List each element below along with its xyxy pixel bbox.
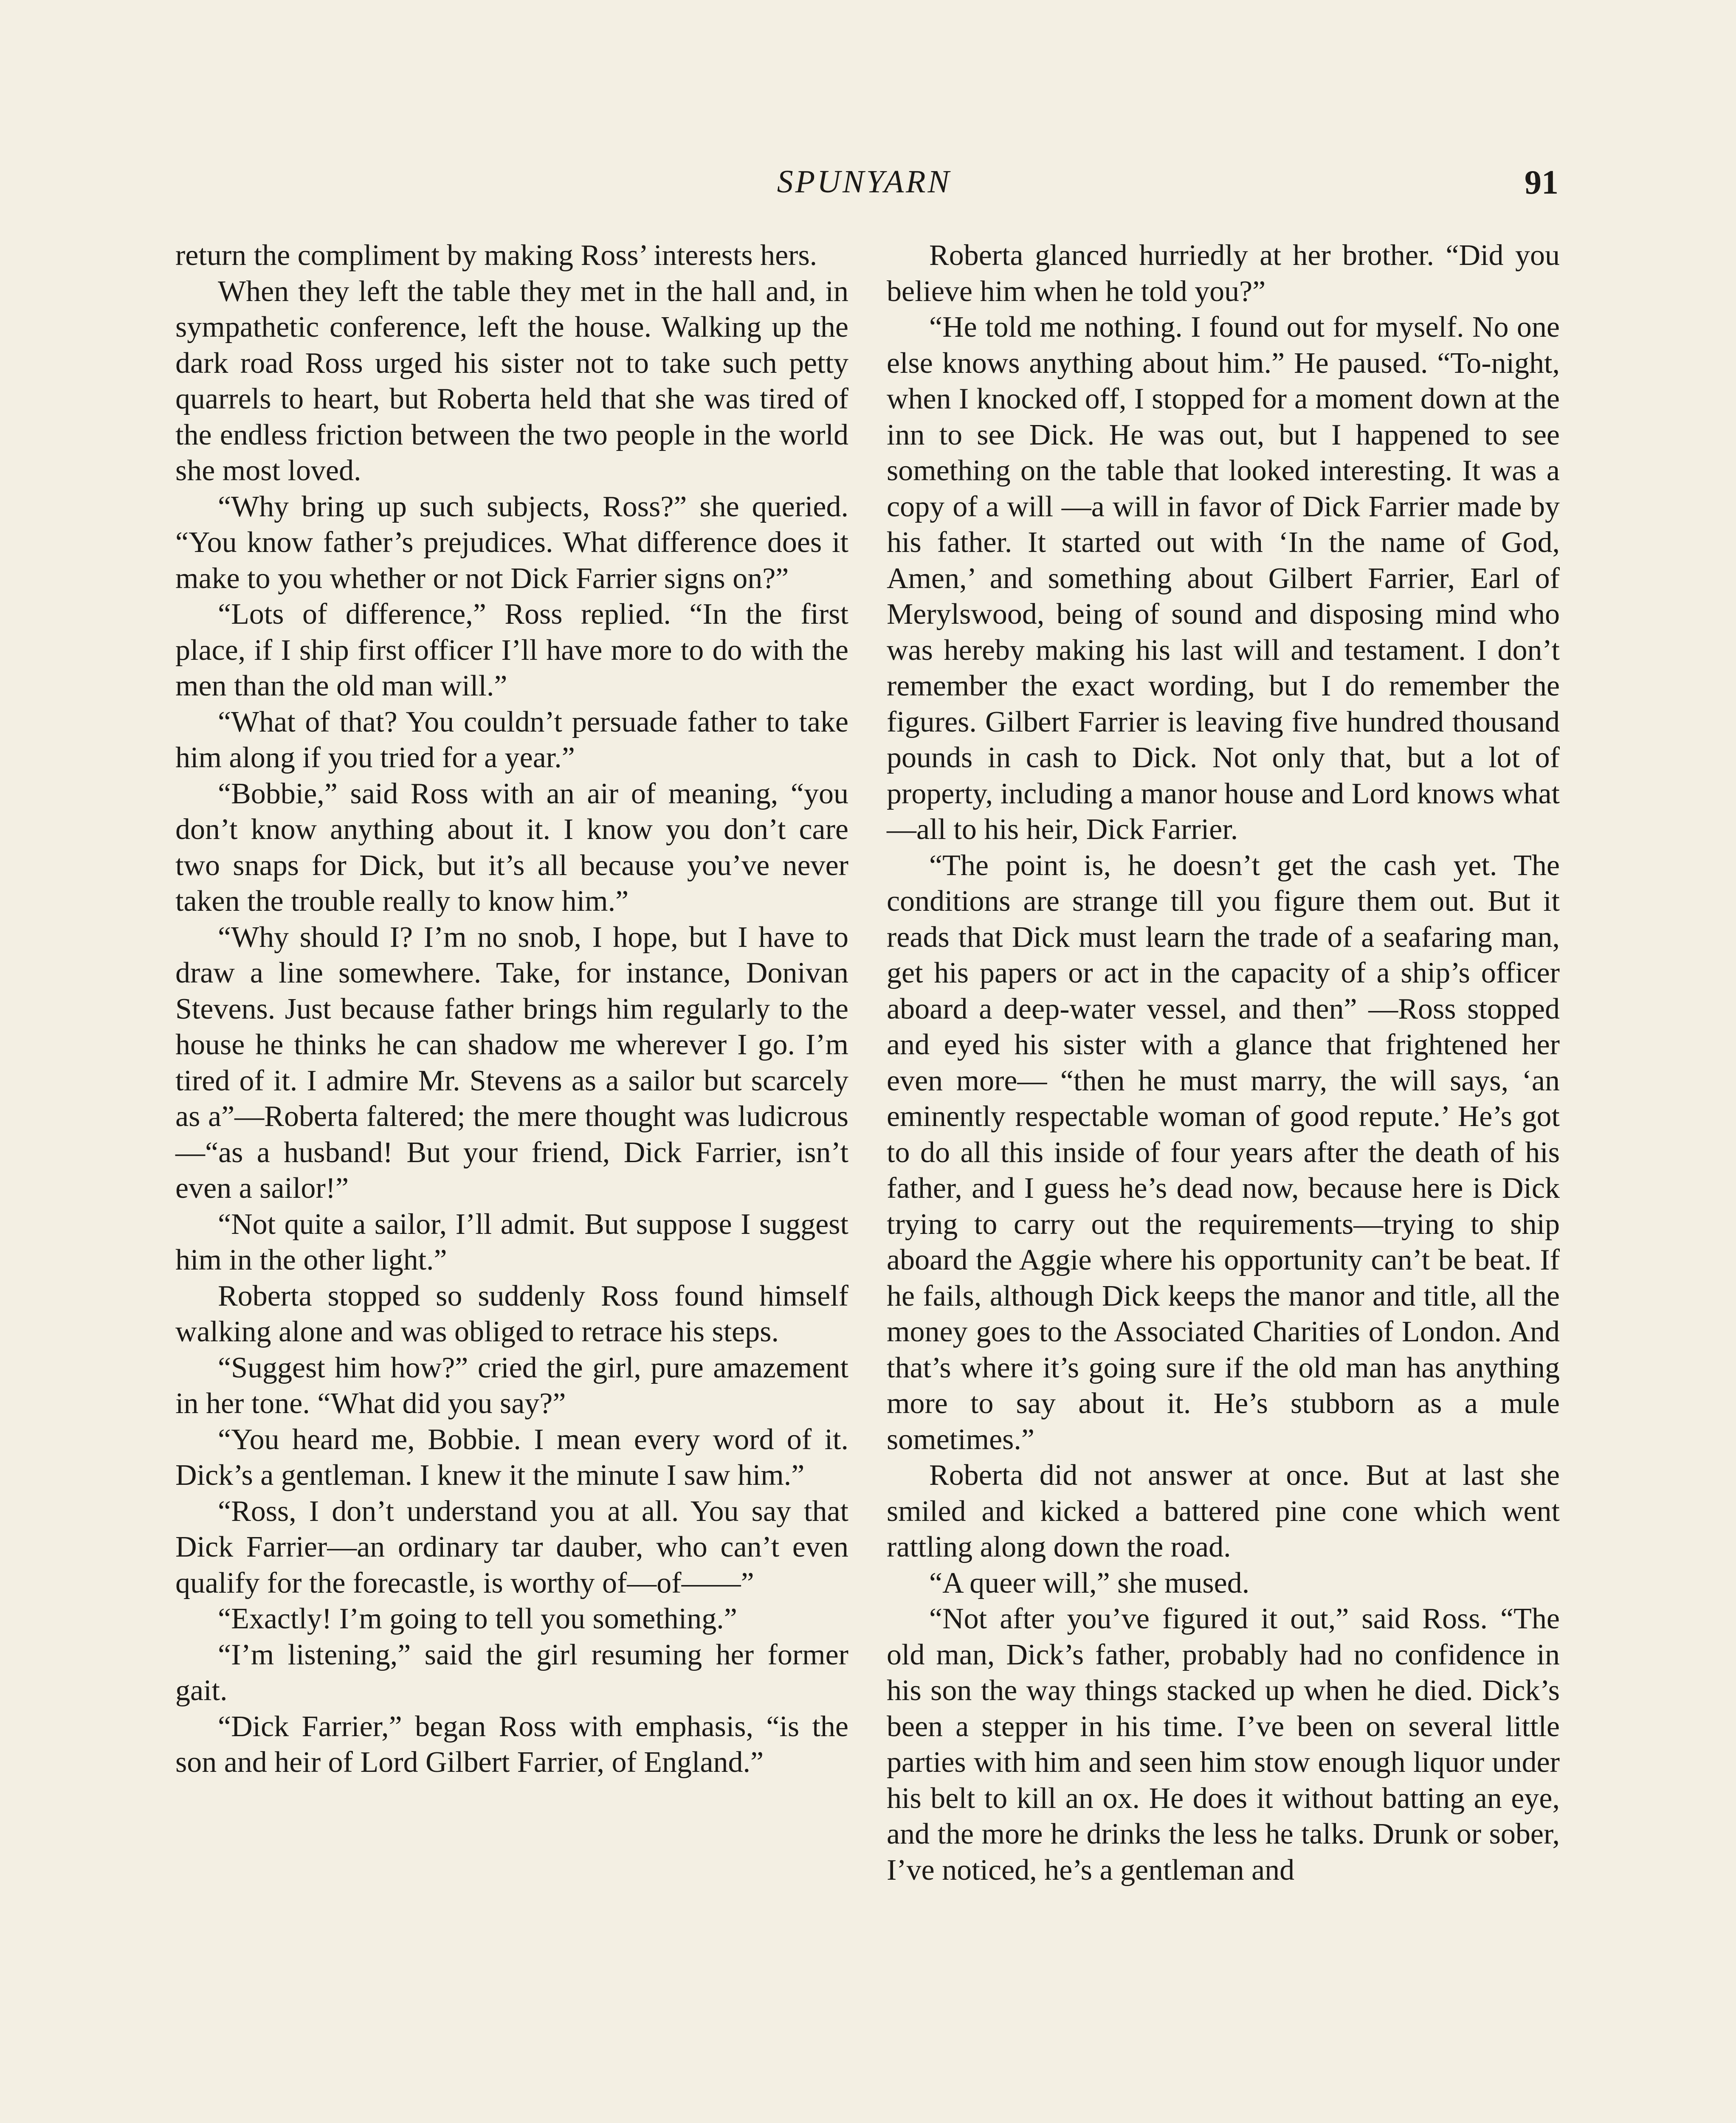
page-header [170,163,1558,210]
left-column [175,238,848,1781]
paragraph: Roberta did not answer at once. But at last she smiled and kicked a battered pine cone which went rattling along down the road. [887,1459,1560,1563]
paragraph: “Exactly! I’m going to tell you something.” [218,1602,737,1635]
paragraph: return the compliment by making Ross’ interests hers. [175,239,817,272]
paragraph: “Bobbie,” said Ross with an air of meaning, “you don’t know anything about it. I know you don’t care two snaps for Dick, but it’s all because you’ve never taken the trouble really to know him.” [175,777,848,918]
paragraph: “What of that? You couldn’t persuade father to take him along if you tried for a year.” [175,705,848,774]
paragraph: “Suggest him how?” cried the girl, pure amazement in her tone. “What did you say?” [175,1351,848,1420]
right-column [887,238,1560,1888]
paragraph: “Ross, I don’t understand you at all. You say that Dick Farrier—an ordinary tar dauber, who can’t even qualify for the forecastle, is worthy of—of——” [175,1495,848,1599]
running-title: SPUNYARN [777,164,952,200]
paragraph: “He told me nothing. I found out for myself. No one else knows anything about him.” He paused. “To-night, when I knocked off, I stopped for a moment down at the inn to see Dick. He was out, but I happened to see something on the table that looked interesting. It was a copy of a will —a will in favor of Dick Farrier made by his father. It started out with ‘In the name of God, Amen,’ and something about Gilbert Farrier, Earl of Merylswood, being of sound and disposing mind who was hereby making his last will and testament. I don’t remember the exact wording, but I do remember the figures. Gilbert Farrier is leaving five hundred thousand pounds in cash to Dick. Not only that, but a lot of property, including a manor house and Lord knows what—all to his heir, Dick Farrier. [887,311,1560,846]
paragraph: “Why bring up such subjects, Ross?” she queried. “You know father’s prejudices. What difference does it make to you whether or not Dick Farrier signs on?” [175,490,848,595]
paragraph: “Not quite a sailor, I’ll admit. But suppose I suggest him in the other light.” [175,1208,848,1276]
paragraph: “Not after you’ve figured it out,” said Ross. “The old man, Dick’s father, probably had no confidence in his son the way things stacked up when he died. Dick’s been a stepper in his time. I’ve been on several little parties with him and seen him stow enough liquor under his belt to kill an ox. He does it without batting an eye, and the more he drinks the less he talks. Drunk or sober, I’ve noticed, he’s a gentleman and [887,1602,1560,1886]
paragraph: Roberta stopped so suddenly Ross found himself walking alone and was obliged to retrace his steps. [175,1279,848,1348]
paragraph: “Lots of difference,” Ross replied. “In the first place, if I ship first officer I’ll have more to do with the men than the old man will.” [175,598,848,702]
page-number: 91 [1525,164,1558,201]
paragraph: When they left the table they met in the hall and, in sympathetic conference, left the house. Walking up the dark road Ross urged his sister not to take such petty quarrels to heart, but Roberta held that she was tired of the endless friction between the two people in the world she most loved. [175,275,848,487]
paragraph: “I’m listening,” said the girl resuming her former gait. [175,1638,848,1707]
paragraph: “The point is, he doesn’t get the cash yet. The conditions are strange till you figure them out. But it reads that Dick must learn the trade of a seafaring man, get his papers or act in the capacity of a ship’s officer aboard a deep-water vessel, and then” —Ross stopped and eyed his sister with a glance that frightened her even more— “then he must marry, the will says, ‘an eminently respectable woman of good repute.’ He’s got to do all this inside of four years after the death of his father, and I guess he’s dead now, because here is Dick trying to carry out the requirements—trying to ship aboard the Aggie where his opportunity can’t be beat. If he fails, although Dick keeps the manor and title, all the money goes to the Associated Charities of London. And that’s where it’s going sure if the old man has anything more to say about it. He’s stubborn as a mule sometimes.” [887,849,1560,1456]
paragraph: “Why should I? I’m no snob, I hope, but I have to draw a line somewhere. Take, for instance, Donivan Stevens. Just because father brings him regularly to the house he thinks he can shadow me wherever I go. I’m tired of it. I admire Mr. Stevens as a sailor but scarcely as a”—Roberta faltered; the mere thought was ludicrous—“as a husband! But your friend, Dick Farrier, isn’t even a sailor!” [175,921,848,1205]
paragraph: “You heard me, Bobbie. I mean every word of it. Dick’s a gentleman. I knew it the minute I saw him.” [175,1423,848,1492]
paragraph: Roberta glanced hurriedly at her brother. “Did you believe him when he told you?” [887,239,1560,308]
paragraph: “A queer will,” she mused. [929,1566,1250,1599]
paragraph: “Dick Farrier,” began Ross with emphasis, “is the son and heir of Lord Gilbert Farrier, of England.” [175,1710,848,1779]
